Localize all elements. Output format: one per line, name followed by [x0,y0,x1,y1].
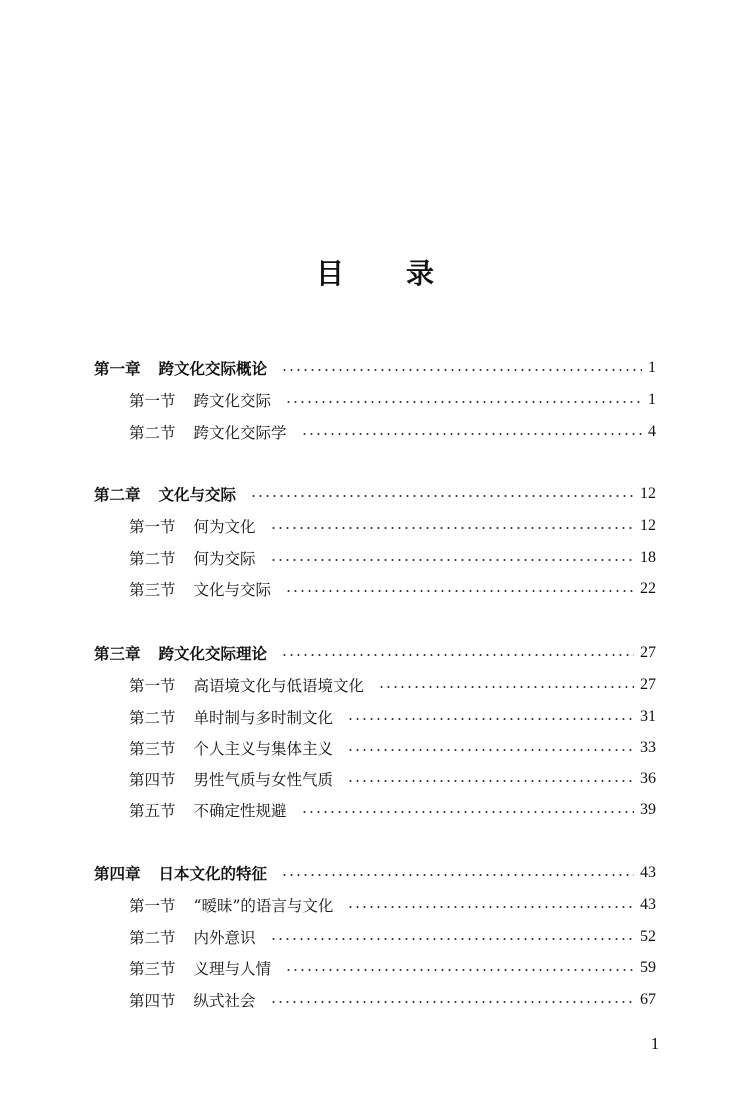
dot-leader [281,874,634,876]
toc-chapter-entry [94,356,656,380]
title-char-1: 目 [315,257,344,290]
toc-entry-page: 12 [640,485,656,502]
toc-entry-page: 1 [648,391,656,408]
dot-leader [281,654,634,656]
dot-leader [270,938,634,940]
toc-entry-number: 第二节 [129,550,176,568]
toc-entry-page: 67 [640,991,656,1008]
toc-entry-number: 第二节 [129,424,176,442]
toc-entry-number: 第一节 [129,518,176,536]
toc-entry-number: 第二节 [129,709,176,727]
toc-section-entry [129,988,656,1012]
dot-leader [347,906,634,908]
toc-entry-number: 第四节 [129,992,176,1010]
toc-section-entry [129,767,656,791]
toc-entry-number: 第二章 [94,486,141,504]
toc-entry-number: 第四节 [129,771,176,789]
toc-entry-title: 高语境文化与低语境文化 [193,677,365,695]
toc-entry-page: 31 [640,708,656,725]
toc-section-entry [129,420,656,444]
toc-entry-number: 第一节 [129,897,176,915]
toc-entry-title: 何为交际 [193,550,256,568]
dot-leader [347,718,634,720]
toc-entry-title: 男性气质与女性气质 [193,771,334,789]
toc-entry-title: 文化与交际 [193,581,272,599]
toc-entry-title: 不确定性规避 [193,802,287,820]
toc-entry-title: “暧昧”的语言与文化 [193,897,334,915]
toc-entry-title: 义理与人情 [193,960,272,978]
toc-section-entry [129,925,656,949]
dot-leader [270,527,634,529]
toc-entry-page: 39 [640,801,656,818]
dot-leader [301,433,642,435]
toc-section-entry [129,956,656,980]
toc-entry-page: 59 [640,959,656,976]
toc-entry-title: 文化与交际 [158,486,237,504]
toc-entry-page: 22 [640,580,656,597]
toc-section-entry [129,893,656,917]
toc-entry-page: 4 [648,423,656,440]
toc-chapter-entry [94,482,656,506]
toc-entry-page: 12 [640,517,656,534]
toc-section-entry [129,514,656,538]
toc-entry-page: 33 [640,739,656,756]
dot-leader [347,749,634,751]
toc-entry-number: 第四章 [94,865,141,883]
dot-leader [347,780,634,782]
toc-chapter-entry [94,641,656,665]
title-char-2: 录 [406,257,435,290]
toc-entry-page: 52 [640,928,656,945]
dot-leader [285,969,634,971]
toc-entry-number: 第三节 [129,740,176,758]
toc-entry-number: 第一节 [129,677,176,695]
toc-entry-page: 1 [648,359,656,376]
toc-entry-number: 第二节 [129,929,176,947]
toc-section-entry [129,798,656,822]
toc-entry-title: 跨文化交际学 [193,424,287,442]
dot-leader [285,401,642,403]
toc-entry-page: 43 [640,864,656,881]
dot-leader [281,369,642,371]
toc-section-entry [129,673,656,697]
dot-leader [285,590,634,592]
toc-entry-number: 第五节 [129,802,176,820]
toc-section-entry [129,736,656,760]
toc-section-entry [129,546,656,570]
toc-entry-page: 27 [640,644,656,661]
toc-entry-title: 跨文化交际 [193,392,272,410]
toc-entry-page: 27 [640,676,656,693]
toc-entry-title: 日本文化的特征 [158,865,268,883]
dot-leader [270,1001,634,1003]
dot-leader [270,559,634,561]
page-number: 1 [650,1034,660,1053]
toc-entry-title: 纵式社会 [193,992,256,1010]
toc-entry-page: 18 [640,549,656,566]
toc-entry-title: 何为文化 [193,518,256,536]
toc-section-entry [129,705,656,729]
toc-entry-number: 第三节 [129,581,176,599]
dot-leader [301,811,634,813]
toc-section-entry [129,577,656,601]
dot-leader [250,495,634,497]
toc-entry-number: 第一节 [129,392,176,410]
toc-entry-title: 内外意识 [193,929,256,947]
toc-entry-number: 第一章 [94,360,141,378]
toc-entry-title: 跨文化交际理论 [158,645,268,663]
toc-section-entry [129,388,656,412]
dot-leader [378,686,634,688]
toc-entry-page: 36 [640,770,656,787]
toc-entry-title: 个人主义与集体主义 [193,740,334,758]
toc-entry-title: 单时制与多时制文化 [193,709,334,727]
toc-entry-number: 第三节 [129,960,176,978]
toc-chapter-entry [94,861,656,885]
toc-entry-number: 第三章 [94,645,141,663]
toc-entry-title: 跨文化交际概论 [158,360,268,378]
toc-entry-page: 43 [640,896,656,913]
